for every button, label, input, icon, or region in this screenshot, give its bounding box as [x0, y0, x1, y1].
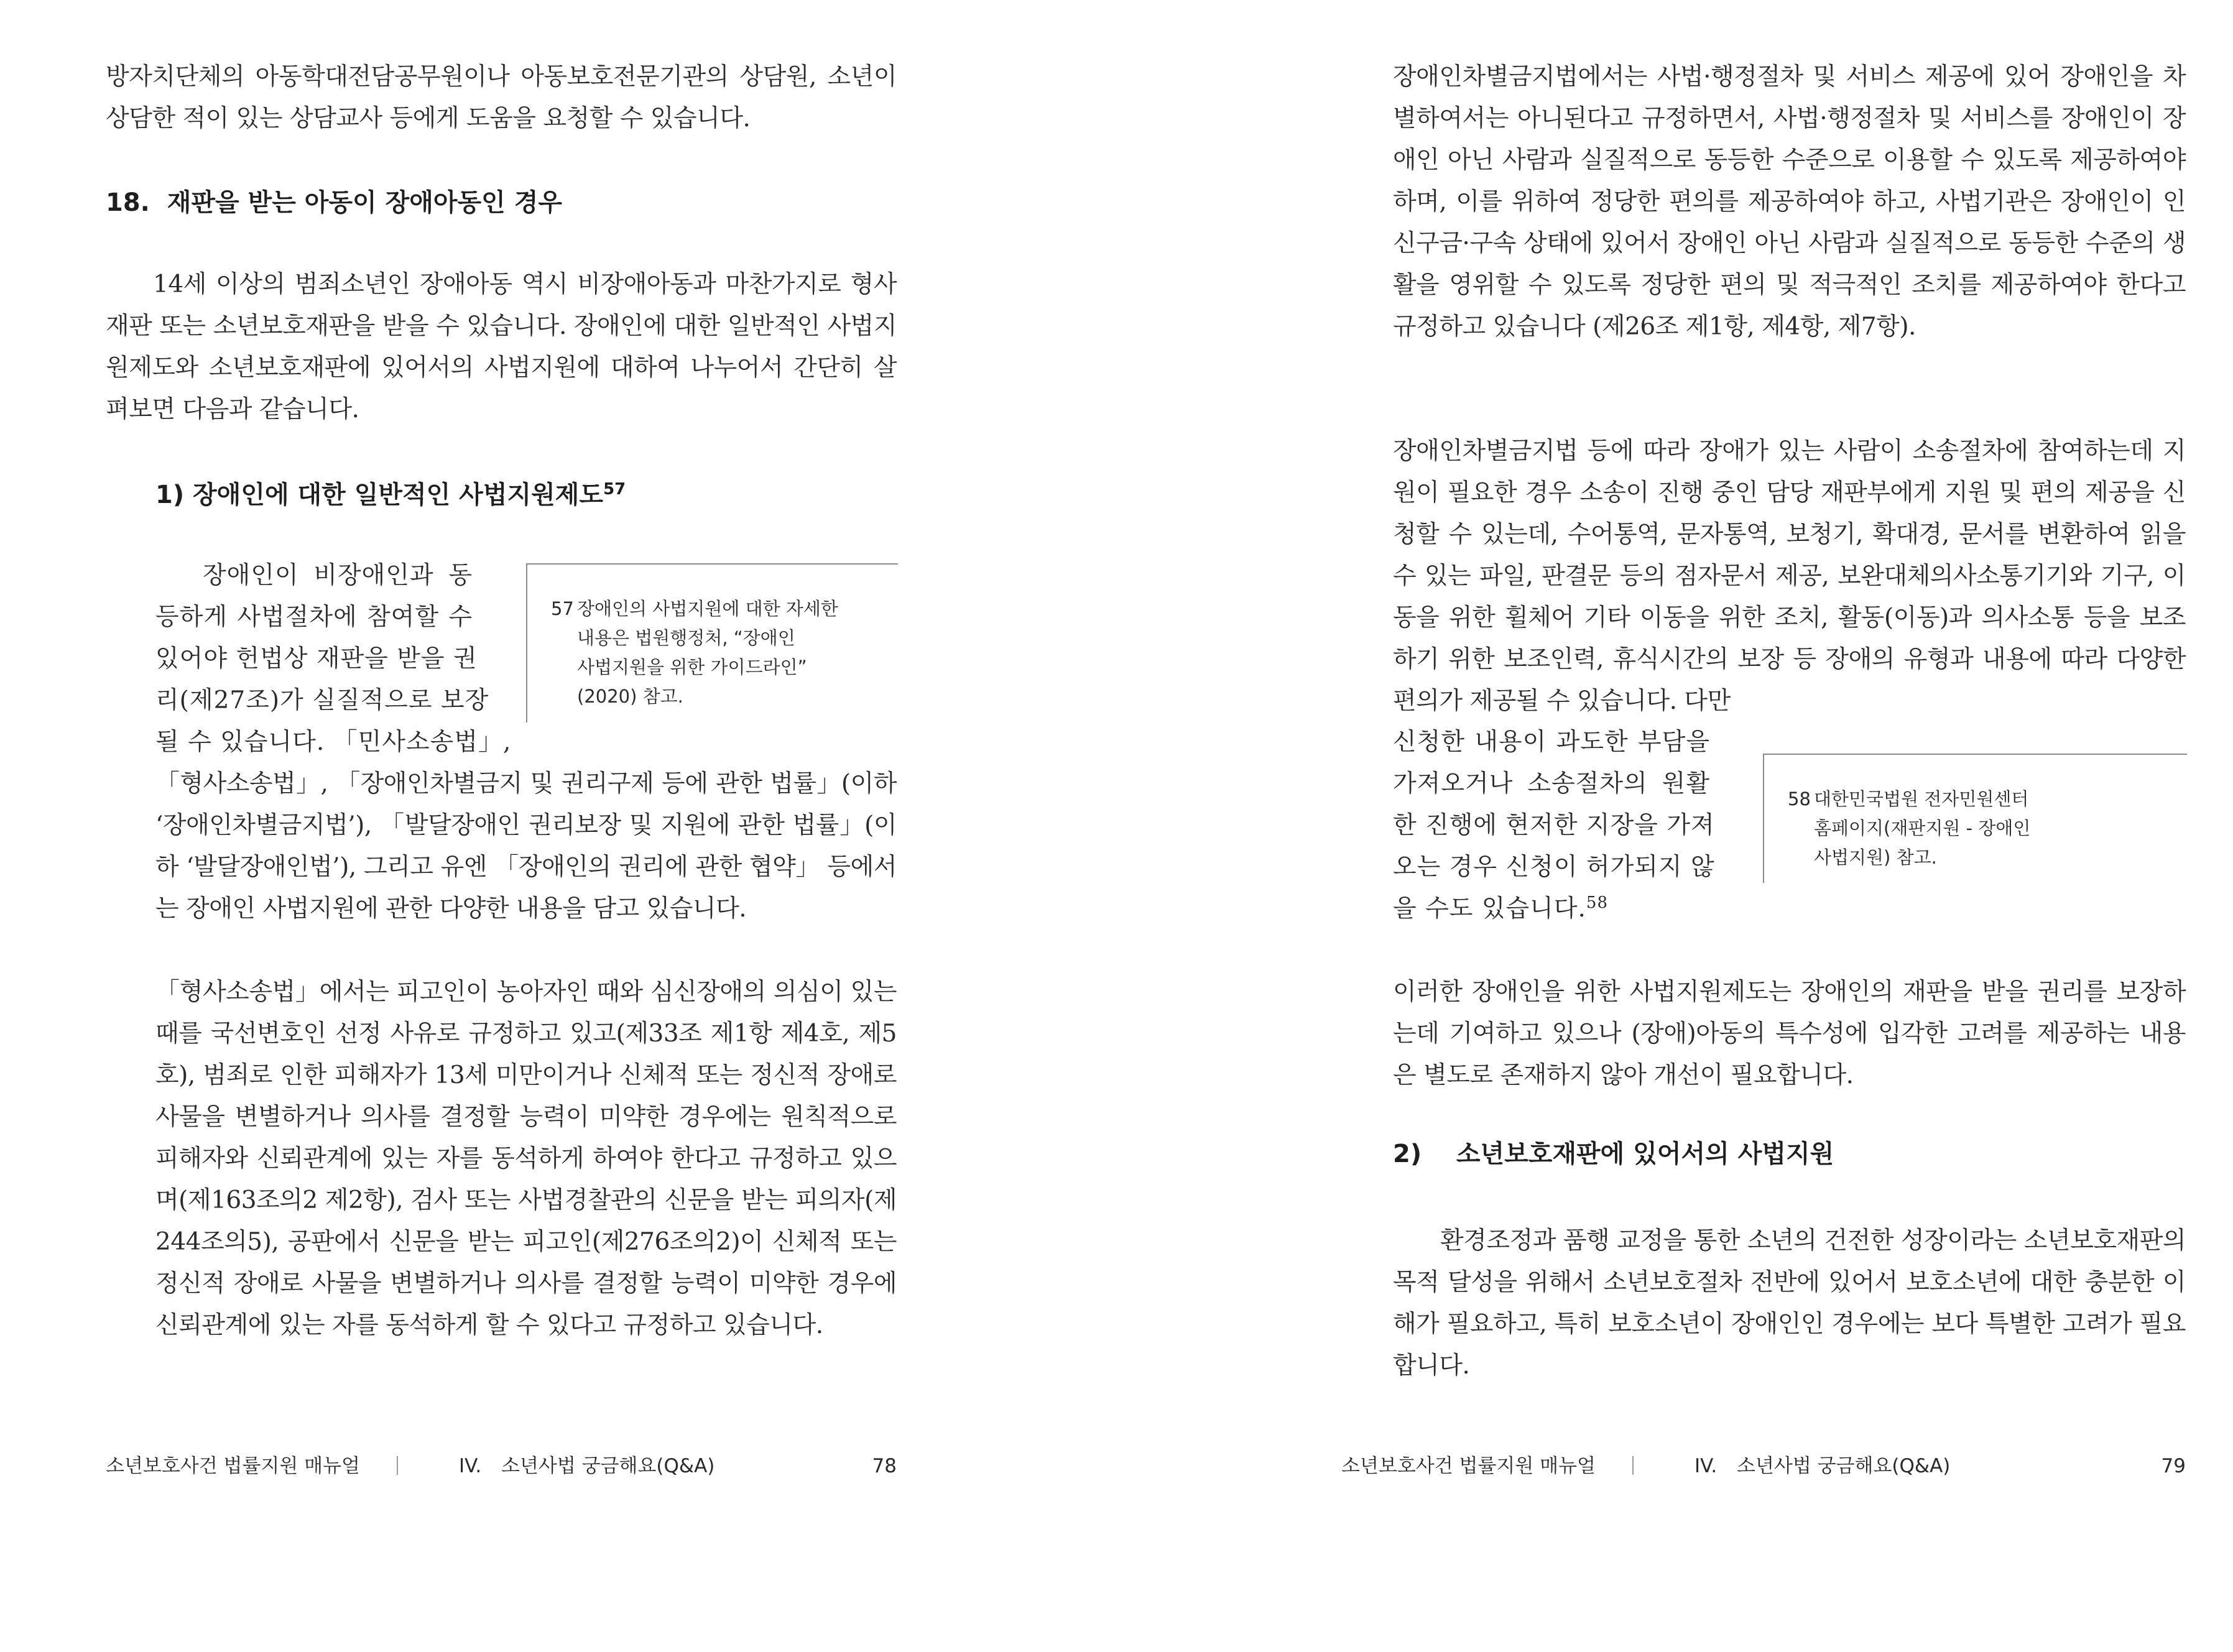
section-heading-18: 18. 재판을 받는 아동이 장애아동인 경우: [106, 188, 563, 217]
footer-book-title: 소년보호사건 법률지원 매뉴얼: [106, 1455, 361, 1477]
footer-divider: [397, 1456, 398, 1475]
footnote-line: 대한민국법원 전자민원센터: [1814, 788, 2029, 810]
footnote-57: [526, 563, 898, 722]
page-footer: [1341, 1454, 2186, 1479]
footer-divider: [1632, 1456, 1634, 1475]
wrap-line: 리(제27조)가 실질적으로 보장: [155, 686, 489, 714]
paragraph-criminal-procedure: 「형사소송법」에서는 피고인이 농아자인 때와 심신장애의 의심이 있는 때를 국선변호인 선정 사유로 규정하고 있고(제33조 제1항 제4호, 제5호), 범죄로 인한 피해자가 13세 미만이거나 신체적 또는 정신적 장애로 사물을 변별하거나 의사를 결정할 능력이 미약한 경우에는 원칙적으로 피해자와 신뢰관계에 있는 자를 동석하게 하여야 한다고 규정하고 있으며(제163조의2 제2항), 검사 또는 사법경찰관의 신문을 받는 피의자(제244조의5), 공판에서 신문을 받는 피고인(제276조의2)이 신체적 또는 정신적 장애로 사물을 변별하거나 의사를 결정할 능력이 미약한 경우에 신뢰관계에 있는 자를 동석하게 할 수 있다고 규정하고 있습니다.: [155, 978, 897, 1339]
footnote-ref-57: 57: [603, 480, 626, 499]
wrap-line: 가져오거나 소송절차의 원활: [1393, 770, 1710, 798]
paragraph-juvenile-trial: 환경조정과 품행 교정을 통한 소년의 건전한 성장이라는 소년보호재판의 목적 달성을 위해서 소년보호절차 전반에 있어서 보호소년에 대한 충분한 이해가 필요하고, 특히 보호소년이 장애인인 경우에는 보다 특별한 고려가 필요합니다.: [1393, 1227, 2186, 1380]
footer-chapter-title: 소년사법 궁금해요(Q&A): [501, 1455, 715, 1477]
paragraph-laws: 「형사소송법」, 「장애인차별금지 및 권리구제 등에 관한 법률」(이하 ‘장애인차별금지법’), 「발달장애인 권리보장 및 지원에 관한 법률」(이하 ‘발달장애인법’), 그리고 유엔 「장애인의 권리에 관한 협약」 등에서는 장애인 사법지원에 관한 다양한 내용을 담고 있습니다.: [155, 770, 897, 923]
wrap-line: 될 수 있습니다. 「민사소송법」,: [155, 728, 512, 756]
paragraph-improvement: 이러한 장애인을 위한 사법지원제도는 장애인의 재판을 받을 권리를 보장하는데 기여하고 있으나 (장애)아동의 특수성에 입각한 고려를 제공하는 내용은 별도로 존재하지 않아 개선이 필요합니다.: [1393, 978, 2186, 1089]
page-footer: [106, 1454, 897, 1479]
wrap-line: 오는 경우 신청이 허가되지 않: [1393, 853, 1715, 881]
paragraph-support-request: 장애인차별금지법 등에 따라 장애가 있는 사람이 소송절차에 참여하는데 지원이 필요한 경우 소송이 진행 중인 담당 재판부에게 지원 및 편의 제공을 신청할 수 있는데, 수어통역, 문자통역, 보청기, 확대경, 문서를 변환하여 읽을 수 있는 파일, 판결문 등의 점자문서 제공, 보완대체의사소통기기와 기구, 이동을 위한 휠체어 기타 이동을 위한 조치, 활동(이동)과 의사소통 등을 보조하기 위한 보조인력, 휴식시간의 보장 등 장애의 유형과 내용에 따라 다양한 편의가 제공될 수 있습니다. 다만: [1393, 437, 2186, 715]
wrap-line: [1393, 888, 1710, 930]
footer-chapter-number: IV.: [1694, 1455, 1718, 1477]
wrap-line: 장애인이 비장애인과 동: [203, 561, 473, 589]
footer-book-title: 소년보호사건 법률지원 매뉴얼: [1341, 1455, 1596, 1477]
right-page: [1116, 0, 2233, 1652]
page-number: 78: [872, 1455, 897, 1477]
footnote-text: [1814, 785, 2030, 872]
paragraph-intro: 14세 이상의 범죄소년인 장애아동 역시 비장애아동과 마찬가지로 형사재판 또는 소년보호재판을 받을 수 있습니다. 장애인에 대한 일반적인 사법지원제도와 소년보호재판에 있어서의 사법지원에 대하여 나누어서 간단히 살펴보면 다음과 같습니다.: [106, 270, 897, 423]
footnote-number: 57: [551, 598, 574, 619]
footnote-text: [577, 594, 838, 711]
paragraph-continued: 방자치단체의 아동학대전담공무원이나 아동보호전문기관의 상담원, 소년이 상담한 적이 있는 상담교사 등에게 도움을 요청할 수 있습니다.: [106, 63, 897, 132]
subheading-general-support: [155, 478, 626, 512]
footer-chapter-number: IV.: [459, 1455, 482, 1477]
wrap-line-text: 을 수도 있습니다.: [1393, 895, 1586, 923]
paragraph-wrap-lines: [155, 555, 512, 763]
wrap-line: 있어야 헌법상 재판을 받을 권: [155, 645, 478, 673]
footnote-line: 사법지원) 참고.: [1814, 847, 1937, 868]
wrap-line: 신청한 내용이 과도한 부담을: [1393, 728, 1710, 756]
wrap-line: 등하게 사법절차에 참여할 수: [155, 603, 473, 631]
footnote-line: 홈페이지(재판지원 - 장애인: [1814, 818, 2031, 839]
paragraph-support-wrap-lines: [1393, 721, 1715, 930]
footnote-line: 내용은 법원행정처, “장애인: [577, 627, 795, 648]
footer-chapter-title: 소년사법 궁금해요(Q&A): [1737, 1455, 1951, 1477]
paragraph-anti-discrimination: 장애인차별금지법에서는 사법·행정절차 및 서비스 제공에 있어 장애인을 차별하여서는 아니된다고 규정하면서, 사법·행정절차 및 서비스를 장애인이 장애인 아닌 사람과 실질적으로 동등한 수준으로 이용할 수 있도록 제공하여야 하며, 이를 위하여 정당한 편의를 제공하여야 하고, 사법기관은 장애인이 인신구금·구속 상태에 있어서 장애인 아닌 사람과 실질적으로 동등한 수준의 생활을 영위할 수 있도록 정당한 편의 및 적극적인 조치를 제공하여야 한다고 규정하고 있습니다 (제26조 제1항, 제4항, 제7항).: [1393, 63, 2186, 341]
footnote-line: 장애인의 사법지원에 대한 자세한: [577, 598, 838, 619]
footnote-line: (2020) 참고.: [577, 686, 683, 707]
wrap-line: 한 진행에 현저한 지장을 가져: [1393, 811, 1715, 839]
left-page: [0, 0, 1116, 1652]
subheading-text: 1) 장애인에 대한 일반적인 사법지원제도: [155, 481, 604, 509]
footnote-line: 사법지원을 위한 가이드라인”: [577, 657, 807, 678]
page-number: 79: [2161, 1455, 2186, 1477]
subheading-juvenile-support: 2) 소년보호재판에 있어서의 사법지원: [1393, 1140, 1834, 1168]
footnote-58: [1763, 754, 2187, 883]
footnote-number: 58: [1788, 788, 1811, 810]
footnote-ref-58: 58: [1586, 893, 1609, 912]
